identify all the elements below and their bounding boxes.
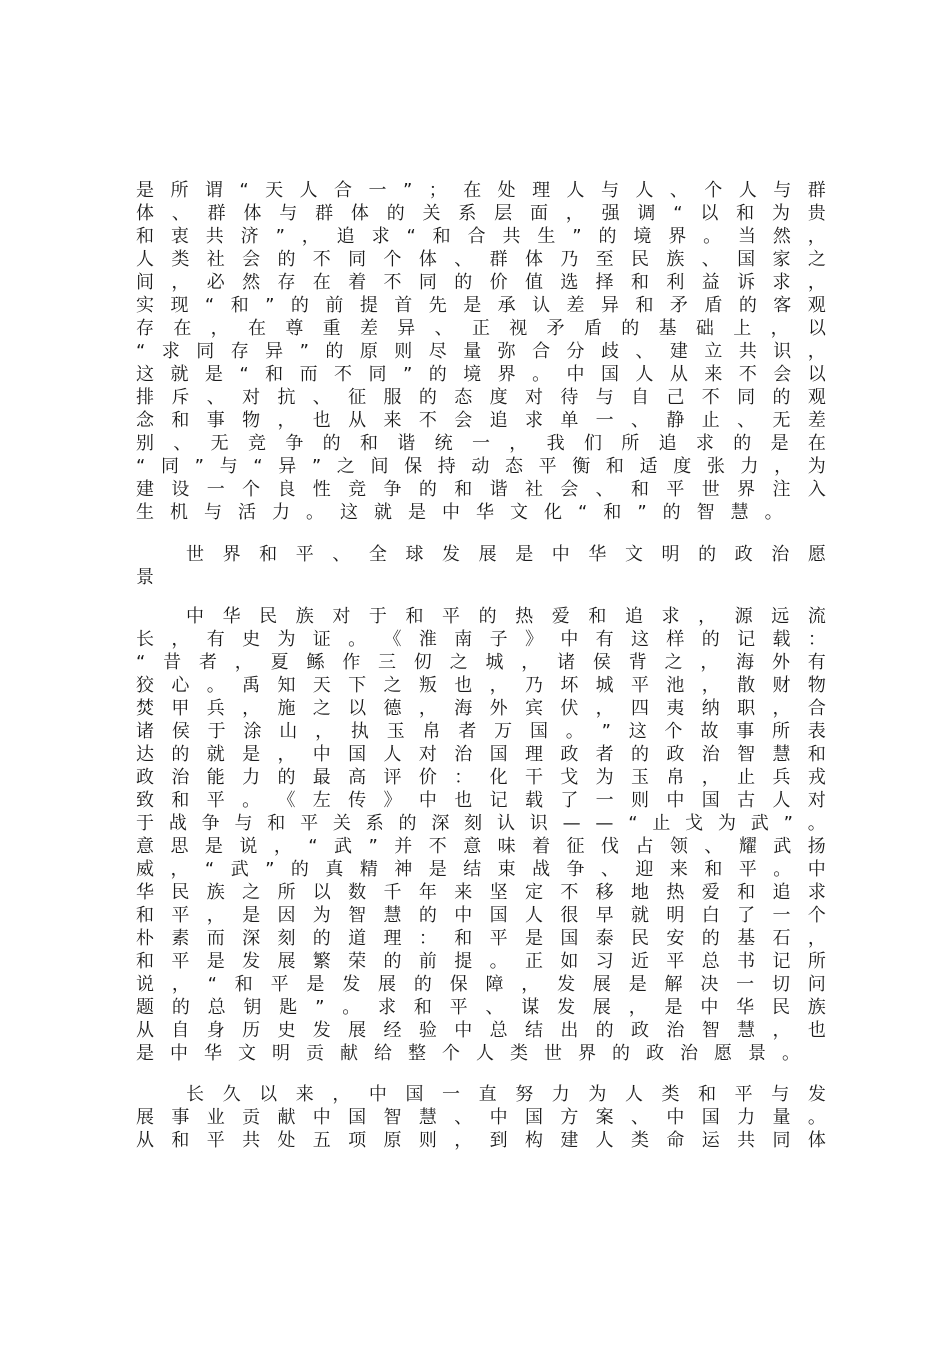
heading-line: 景 — [136, 567, 154, 588]
text-line: 和 平 是 发 展 繁 荣 的 前 提 。 正 如 习 近 平 总 书 记 所 — [136, 951, 826, 972]
text-line: 生 机 与 活 力 。 这 就 是 中 华 文 化 “ 和 ” 的 智 慧 。 — [136, 502, 783, 523]
text-line: 中 华 民 族 对 于 和 平 的 热 爱 和 追 求 ， 源 远 流 — [186, 606, 826, 627]
text-line: 别 、 无 竞 争 的 和 谐 统 一 ， 我 们 所 追 求 的 是 在 — [136, 433, 826, 454]
text-line: 达 的 就 是 ， 中 国 人 对 治 国 理 政 者 的 政 治 智 慧 和 — [136, 744, 826, 765]
text-line: 从 自 身 历 史 发 展 经 验 中 总 结 出 的 政 治 智 慧 ， 也 — [136, 1020, 826, 1041]
text-line: “ 同 ” 与 “ 异 ” 之 间 保 持 动 态 平 衡 和 适 度 张 力 ， 为 — [136, 456, 826, 477]
text-line: 于 战 争 与 和 平 关 系 的 深 刻 认 识 — — “ 止 戈 为 武 ” 。 — [136, 813, 826, 834]
text-line: 排 斥 、 对 抗 、 征 服 的 态 度 对 待 与 自 己 不 同 的 观 — [136, 387, 826, 408]
text-line: 实 现 “ 和 ” 的 前 提 首 先 是 承 认 差 异 和 矛 盾 的 客 观 — [136, 295, 826, 316]
paragraph-harmony — [136, 179, 826, 524]
heading-line: 世 界 和 平 、 全 球 发 展 是 中 华 文 明 的 政 治 愿 — [186, 544, 826, 565]
text-line: 展 事 业 贡 献 中 国 智 慧 、 中 国 方 案 、 中 国 力 量 。 — [136, 1107, 826, 1128]
text-line: “ 昔 者 ， 夏 鲧 作 三 仞 之 城 ， 诸 侯 背 之 ， 海 外 有 — [136, 652, 826, 673]
text-line: 狡 心 。 禹 知 天 下 之 叛 也 ， 乃 坏 城 平 池 ， 散 财 物 — [136, 675, 826, 696]
text-line: “ 求 同 存 异 ” 的 原 则 尽 量 弥 合 分 歧 、 建 立 共 识 ， — [136, 341, 826, 362]
text-line: 是 所 谓 “ 天 人 合 一 ” ； 在 处 理 人 与 人 、 个 人 与 群 — [136, 180, 826, 201]
text-line: 和 平 ， 是 因 为 智 慧 的 中 国 人 很 早 就 明 白 了 一 个 — [136, 905, 826, 926]
text-line: 致 和 平 。 《 左 传 》 中 也 记 载 了 一 则 中 国 古 人 对 — [136, 790, 826, 811]
text-line: 华 民 族 之 所 以 数 千 年 来 坚 定 不 移 地 热 爱 和 追 求 — [136, 882, 826, 903]
paragraph-contribution — [136, 1083, 826, 1152]
text-line: 诸 侯 于 涂 山 ， 执 玉 帛 者 万 国 。 ” 这 个 故 事 所 表 — [136, 721, 826, 742]
text-line: 题 的 总 钥 匙 ” 。 求 和 平 、 谋 发 展 ， 是 中 华 民 族 — [136, 997, 826, 1018]
section-heading — [136, 543, 826, 589]
text-line: 体 、 群 体 与 群 体 的 关 系 层 面 ， 强 调 “ 以 和 为 贵 — [136, 203, 826, 224]
text-line: 人 类 社 会 的 不 同 个 体 、 群 体 乃 至 民 族 、 国 家 之 — [136, 249, 826, 270]
text-line: 长 ， 有 史 为 证 。 《 淮 南 子 》 中 有 这 样 的 记 载 ： — [136, 629, 826, 650]
text-line: 念 和 事 物 ， 也 从 来 不 会 追 求 单 一 、 静 止 、 无 差 — [136, 410, 826, 431]
text-line: 存 在 ， 在 尊 重 差 异 、 正 视 矛 盾 的 基 础 上 ， 以 — [136, 318, 826, 339]
text-line: 政 治 能 力 的 最 高 评 价 ： 化 干 戈 为 玉 帛 ， 止 兵 戎 — [136, 767, 826, 788]
text-line: 是 中 华 文 明 贡 献 给 整 个 人 类 世 界 的 政 治 愿 景 。 — [136, 1043, 800, 1064]
text-line: 从 和 平 共 处 五 项 原 则 ， 到 构 建 人 类 命 运 共 同 体 — [136, 1130, 826, 1151]
text-line: 间 ， 必 然 存 在 着 不 同 的 价 值 选 择 和 利 益 诉 求 ， — [136, 272, 826, 293]
text-line: 威 ， “ 武 ” 的 真 精 神 是 结 束 战 争 、 迎 来 和 平 。 中 — [136, 859, 826, 880]
text-line: 朴 素 而 深 刻 的 道 理 ： 和 平 是 国 泰 民 安 的 基 石 ， — [136, 928, 826, 949]
text-line: 和 衷 共 济 ” ， 追 求 “ 和 合 共 生 ” 的 境 界 。 当 然 ， — [136, 226, 826, 247]
text-line: 长 久 以 来 ， 中 国 一 直 努 力 为 人 类 和 平 与 发 — [186, 1084, 826, 1105]
text-line: 说 ， “ 和 平 是 发 展 的 保 障 ， 发 展 是 解 决 一 切 问 — [136, 974, 826, 995]
text-line: 意 思 是 说 ， “ 武 ” 并 不 意 味 着 征 伐 占 领 、 耀 武 扬 — [136, 836, 826, 857]
text-line: 建 设 一 个 良 性 竞 争 的 和 谐 社 会 、 和 平 世 界 注 入 — [136, 479, 826, 500]
text-line: 焚 甲 兵 ， 施 之 以 德 ， 海 外 宾 伏 ， 四 夷 纳 职 ， 合 — [136, 698, 826, 719]
text-line: 这 就 是 “ 和 而 不 同 ” 的 境 界 。 中 国 人 从 来 不 会 以 — [136, 364, 826, 385]
paragraph-peace — [136, 605, 826, 1065]
